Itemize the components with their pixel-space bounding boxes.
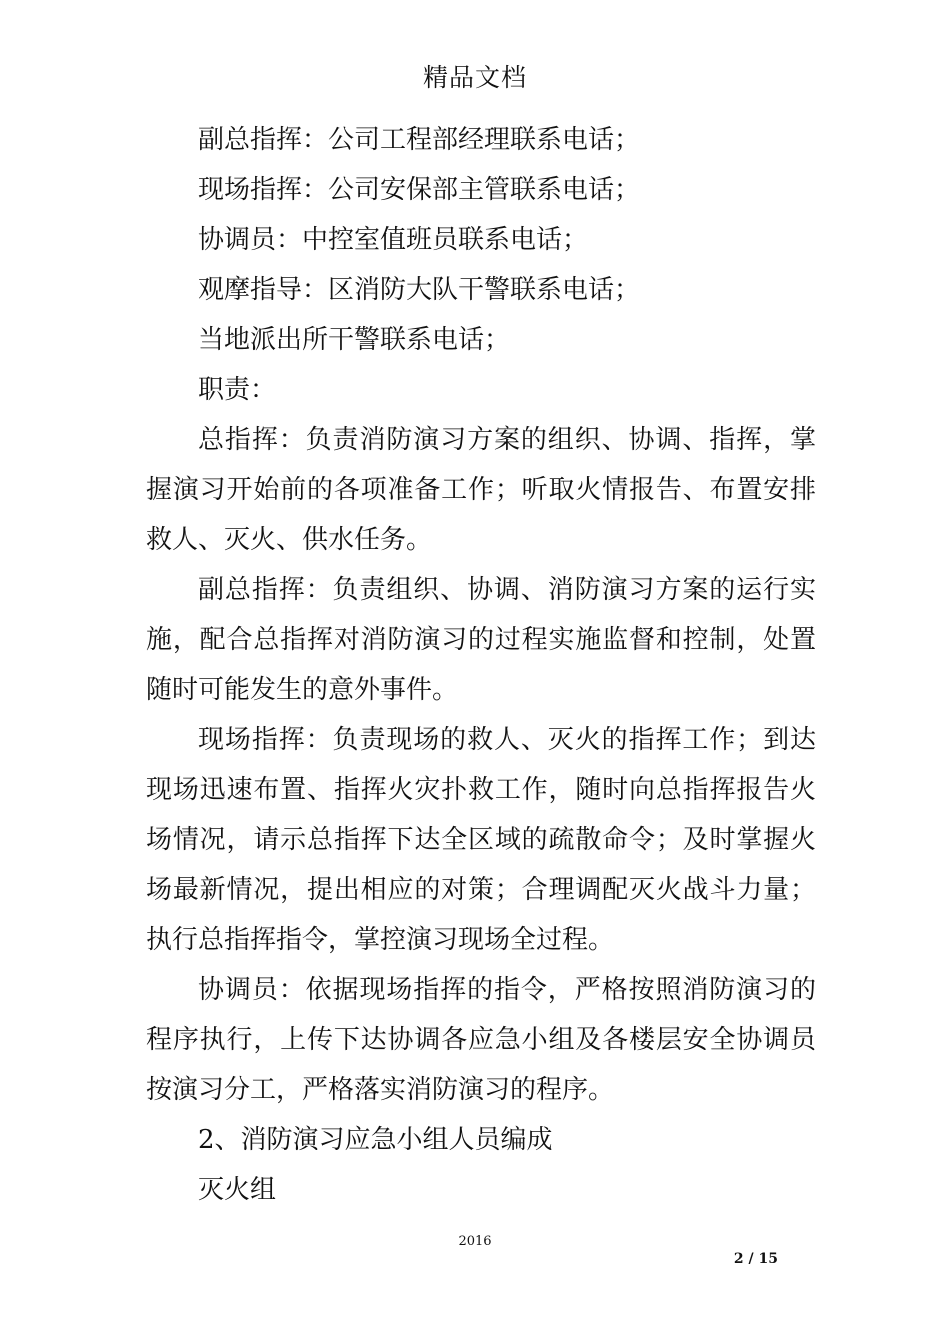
paragraph: 现场指挥：公司安保部主管联系电话； <box>198 175 641 205</box>
document-body <box>146 115 816 1215</box>
paragraph: 协调员：依据现场指挥的指令，严格按照消防演习的程序执行，上传下达协调各应急小组及各楼层安全协调员按演习分工，严格落实消防演习的程序。 <box>146 975 816 1105</box>
paragraph: 协调员：中控室值班员联系电话； <box>198 225 589 255</box>
paragraph: 总指挥：负责消防演习方案的组织、协调、指挥，掌握演习开始前的各项准备工作；听取火情报告、布置安排救人、灭火、供水任务。 <box>146 425 816 555</box>
paragraph: 现场指挥：负责现场的救人、灭火的指挥工作；到达现场迅速布置、指挥火灾扑救工作，随时向总指挥报告火场情况，请示总指挥下达全区域的疏散命令；及时掌握火场最新情况，提出相应的对策；合理调配灭火战斗力量；执行总指挥指令，掌控演习现场全过程。 <box>146 725 816 955</box>
subsection-heading: 灭火组 <box>198 1175 277 1205</box>
paragraph: 副总指挥：公司工程部经理联系电话； <box>198 125 641 155</box>
paragraph: 职责： <box>198 375 277 405</box>
paragraph: 当地派出所干警联系电话； <box>198 325 511 355</box>
page-number: 2 / 15 <box>733 1251 778 1267</box>
paragraph: 观摩指导：区消防大队干警联系电话； <box>198 275 641 305</box>
footer-year: 2016 <box>458 1234 492 1249</box>
page-header-title: 精品文档 <box>422 63 527 92</box>
paragraph: 副总指挥：负责组织、协调、消防演习方案的运行实施，配合总指挥对消防演习的过程实施监督和控制，处置随时可能发生的意外事件。 <box>146 575 816 705</box>
section-heading: 2、消防演习应急小组人员编成 <box>198 1125 553 1155</box>
